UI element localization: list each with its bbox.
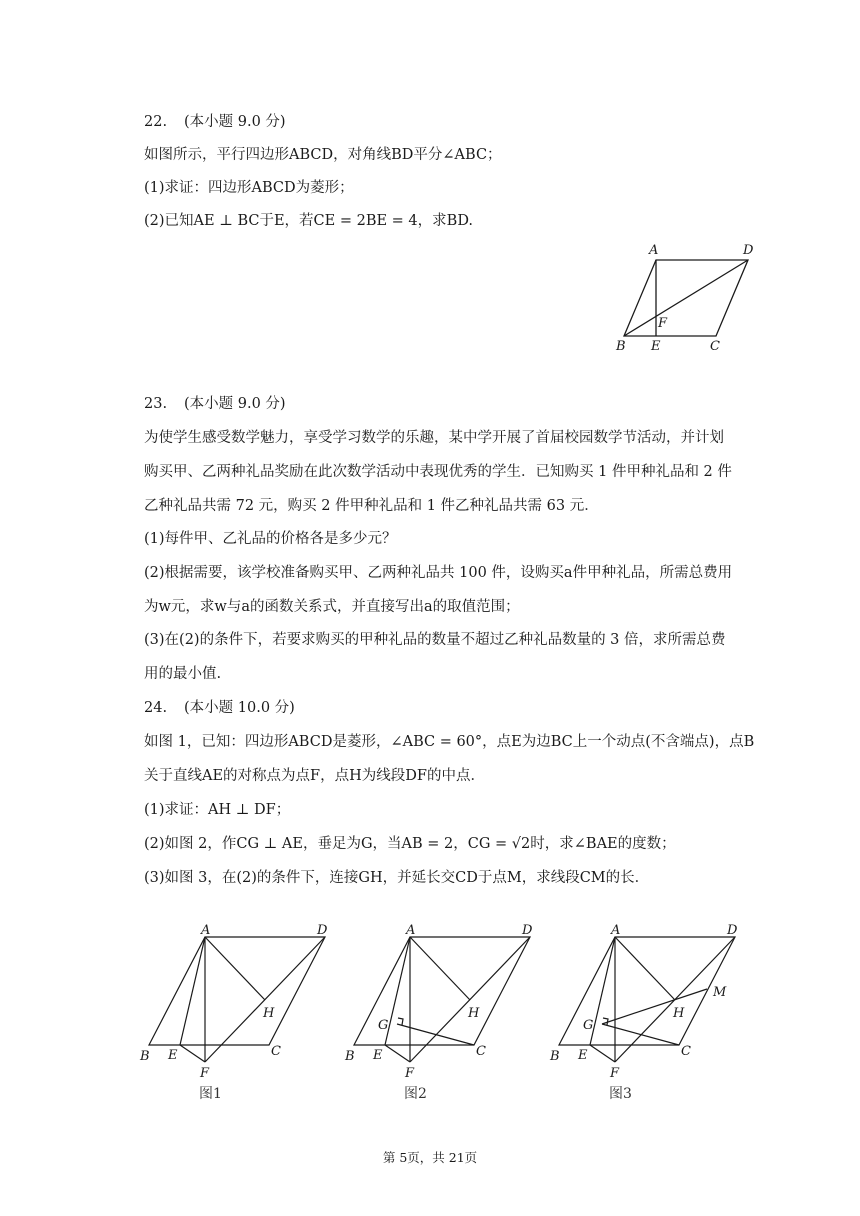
fig2-label-c: C <box>476 1044 486 1059</box>
fig2-line-ae <box>385 937 410 1045</box>
fig2-label-f: F <box>405 1066 415 1081</box>
q22-label-f: F <box>658 316 668 331</box>
q24-score: (本小题 10.0 分) <box>184 700 295 716</box>
q23-line-6: 为w元，求w与a的函数关系式，并直接写出a的取值范围； <box>144 599 520 615</box>
fig3-label-f: F <box>610 1066 620 1081</box>
q24-figure-2 <box>340 922 545 1104</box>
q22-score: (本小题 9.0 分) <box>184 114 286 130</box>
fig3-label-g: G <box>583 1018 594 1033</box>
q22-number: 22. <box>144 114 168 130</box>
fig3-line-cg <box>602 1024 679 1045</box>
fig3-caption: 图3 <box>609 1086 632 1102</box>
fig3-label-d: D <box>727 923 738 938</box>
fig2-label-h: H <box>468 1006 480 1021</box>
q22-diagonal-bd <box>624 260 748 336</box>
q23-header <box>144 394 286 414</box>
fig2-label-g: G <box>378 1018 389 1033</box>
fig1-line-ef <box>180 1045 205 1062</box>
fig1-label-h: H <box>263 1006 275 1021</box>
fig3-line-ah <box>615 937 675 1000</box>
fig2-label-e: E <box>373 1048 383 1063</box>
q23-line-3: 乙种礼品共需 72 元，购买 2 件甲种礼品和 1 件乙种礼品共需 63 元． <box>144 498 599 514</box>
q22-label-a: A <box>649 243 659 258</box>
q24-number: 24. <box>144 700 168 716</box>
fig1-label-f: F <box>200 1066 210 1081</box>
fig1-label-a: A <box>201 923 211 938</box>
q22-label-d: D <box>743 243 754 258</box>
q24-line-5: (3)如图 3，在(2)的条件下，连接GH，并延长交CD于点M，求线段CM的长． <box>144 870 650 886</box>
fig1-label-e: E <box>168 1048 178 1063</box>
q24-figure-1 <box>135 922 340 1104</box>
fig1-label-c: C <box>271 1044 281 1059</box>
fig3-label-m: M <box>713 985 727 1000</box>
fig1-line-ae <box>180 937 205 1045</box>
q23-line-2: 购买甲、乙两种礼品奖励在此次数学活动中表现优秀的学生．已知购买 1 件甲种礼品和 2 件 <box>144 464 732 480</box>
q24-line-1: 如图 1，已知：四边形ABCD是菱形，∠ABC = 60°，点E为边BC上一个动点(不含端点)，点B <box>144 734 755 750</box>
fig1-caption: 图1 <box>199 1086 222 1102</box>
q23-line-1: 为使学生感受数学魅力，享受学习数学的乐趣，某中学开展了首届校园数学节活动，并计划 <box>144 430 724 446</box>
q22-label-c: C <box>710 339 720 354</box>
q22-header <box>144 112 286 132</box>
fig3-line-ae <box>590 937 615 1045</box>
fig1-label-b: B <box>140 1049 150 1064</box>
q22-line-3: (2)已知AE ⊥ BC于E，若CE = 2BE = 4，求BD. <box>144 213 474 229</box>
q22-label-e: E <box>651 339 661 354</box>
q22-line-2: (1)求证：四边形ABCD为菱形； <box>144 180 354 196</box>
fig1-label-d: D <box>317 923 328 938</box>
fig3-line-gm <box>602 989 707 1024</box>
q23-line-8: 用的最小值. <box>144 666 222 682</box>
q23-line-7: (3)在(2)的条件下，若要求购买的甲种礼品的数量不超过乙种礼品数量的 3 倍，求所需总费 <box>144 632 726 648</box>
q23-line-4: (1)每件甲、乙礼品的价格各是多少元？ <box>144 531 397 547</box>
fig2-caption: 图2 <box>404 1086 427 1102</box>
q24-line-4: (2)如图 2，作CG ⊥ AE，垂足为G，当AB = 2，CG = √2时，求∠BAE的度数； <box>144 836 676 852</box>
fig3-label-h: H <box>673 1006 685 1021</box>
q22-label-b: B <box>616 339 626 354</box>
page-footer: 第 5页，共 21页 <box>382 1150 478 1165</box>
fig2-line-ah <box>410 937 470 1000</box>
fig1-line-ah <box>205 937 265 1000</box>
fig3-label-b: B <box>550 1049 560 1064</box>
q24-header <box>144 698 295 718</box>
fig3-label-c: C <box>681 1044 691 1059</box>
fig3-line-ef <box>590 1045 615 1062</box>
fig2-label-b: B <box>345 1049 355 1064</box>
fig2-label-a: A <box>406 923 416 938</box>
q22-line-1: 如图所示，平行四边形ABCD，对角线BD平分∠ABC； <box>144 147 502 163</box>
q24-line-2: 关于直线AE的对称点为点F，点H为线段DF的中点． <box>144 768 485 784</box>
q23-line-5: (2)根据需要，该学校准备购买甲、乙两种礼品共 100 件，设购买a件甲种礼品，所需总费用 <box>144 565 733 581</box>
q22-figure <box>600 238 770 358</box>
fig2-line-cg <box>397 1024 474 1045</box>
fig2-line-ef <box>385 1045 410 1062</box>
fig3-label-a: A <box>611 923 621 938</box>
q24-line-3: (1)求证：AH ⊥ DF； <box>144 802 291 818</box>
q23-number: 23. <box>144 396 168 412</box>
q24-figure-3 <box>545 922 755 1104</box>
fig2-label-d: D <box>522 923 533 938</box>
q23-score: (本小题 9.0 分) <box>184 396 286 412</box>
fig3-label-e: E <box>578 1048 588 1063</box>
